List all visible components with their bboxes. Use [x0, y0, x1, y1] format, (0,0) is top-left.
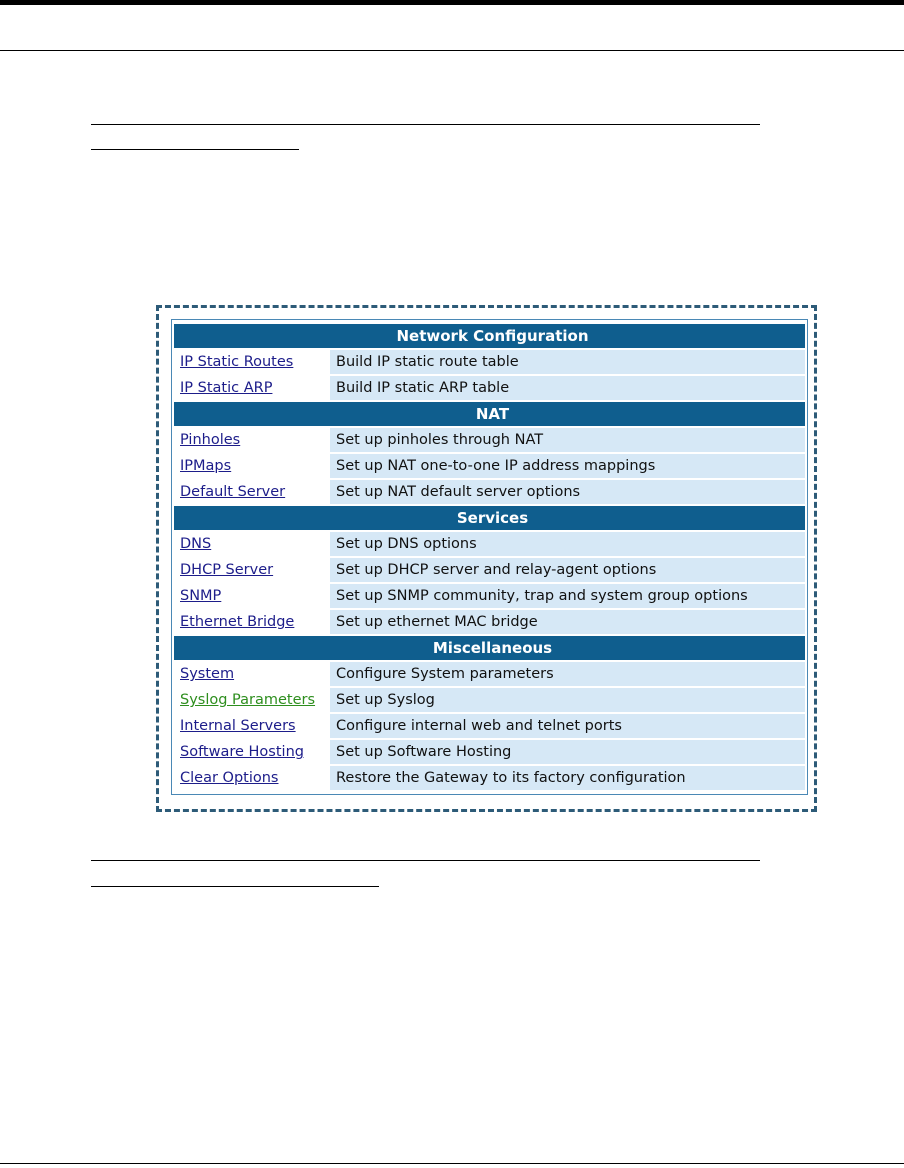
menu-row-clear-options: [174, 766, 805, 790]
section-title: Miscellaneous: [174, 636, 805, 660]
menu-row-ip-static-arp: [174, 376, 805, 400]
menu-row-system: [174, 662, 805, 686]
link-software-hosting[interactable]: Software Hosting: [180, 744, 304, 760]
menu-row-snmp: [174, 584, 805, 608]
row-description: Build IP static ARP table: [330, 376, 805, 400]
header-rule: [0, 50, 904, 51]
menu-row-ip-static-routes: [174, 350, 805, 374]
footer-rule: [0, 1163, 904, 1164]
row-description: Set up NAT default server options: [330, 480, 805, 504]
link-dns[interactable]: DNS: [180, 536, 212, 552]
section-header-network-configuration: [174, 324, 805, 348]
upper-short-rule: [91, 149, 299, 150]
link-syslog-parameters[interactable]: Syslog Parameters: [180, 692, 316, 708]
menu-row-pinholes: [174, 428, 805, 452]
row-description: Set up Software Hosting: [330, 740, 805, 764]
menu-row-dhcp-server: [174, 558, 805, 582]
link-ip-static-arp[interactable]: IP Static ARP: [180, 380, 273, 396]
section-header-nat: [174, 402, 805, 426]
menu-row-default-server: [174, 480, 805, 504]
link-ethernet-bridge[interactable]: Ethernet Bridge: [180, 614, 295, 630]
link-internal-servers[interactable]: Internal Servers: [180, 718, 296, 734]
section-header-services: [174, 506, 805, 530]
row-description: Set up SNMP community, trap and system group options: [330, 584, 805, 608]
link-pinholes[interactable]: Pinholes: [180, 432, 241, 448]
menu-row-internal-servers: [174, 714, 805, 738]
section-header-miscellaneous: [174, 636, 805, 660]
link-ip-static-routes[interactable]: IP Static Routes: [180, 354, 294, 370]
row-description: Set up Syslog: [330, 688, 805, 712]
link-ipmaps[interactable]: IPMaps: [180, 458, 232, 474]
row-description: Build IP static route table: [330, 350, 805, 374]
row-description: Configure internal web and telnet ports: [330, 714, 805, 738]
menu-row-syslog-parameters: [174, 688, 805, 712]
row-description: Set up DNS options: [330, 532, 805, 556]
row-description: Set up ethernet MAC bridge: [330, 610, 805, 634]
lower-short-rule: [91, 886, 379, 887]
section-title: Services: [174, 506, 805, 530]
link-clear-options[interactable]: Clear Options: [180, 770, 279, 786]
link-dhcp-server[interactable]: DHCP Server: [180, 562, 274, 578]
link-default-server[interactable]: Default Server: [180, 484, 286, 500]
section-title: NAT: [174, 402, 805, 426]
top-border-rule: [0, 0, 904, 5]
row-description: Set up NAT one-to-one IP address mappings: [330, 454, 805, 478]
row-description: Set up DHCP server and relay-agent options: [330, 558, 805, 582]
menu-table: [174, 322, 805, 792]
menu-row-dns: [174, 532, 805, 556]
upper-rule: [91, 124, 760, 125]
row-description: Set up pinholes through NAT: [330, 428, 805, 452]
menu-row-ipmaps: [174, 454, 805, 478]
section-title: Network Configuration: [174, 324, 805, 348]
row-description: Configure System parameters: [330, 662, 805, 686]
configuration-menu: [171, 319, 808, 795]
menu-row-software-hosting: [174, 740, 805, 764]
lower-rule: [91, 860, 760, 861]
row-description: Restore the Gateway to its factory configuration: [330, 766, 805, 790]
link-snmp[interactable]: SNMP: [180, 588, 222, 604]
menu-row-ethernet-bridge: [174, 610, 805, 634]
link-system[interactable]: System: [180, 666, 235, 682]
